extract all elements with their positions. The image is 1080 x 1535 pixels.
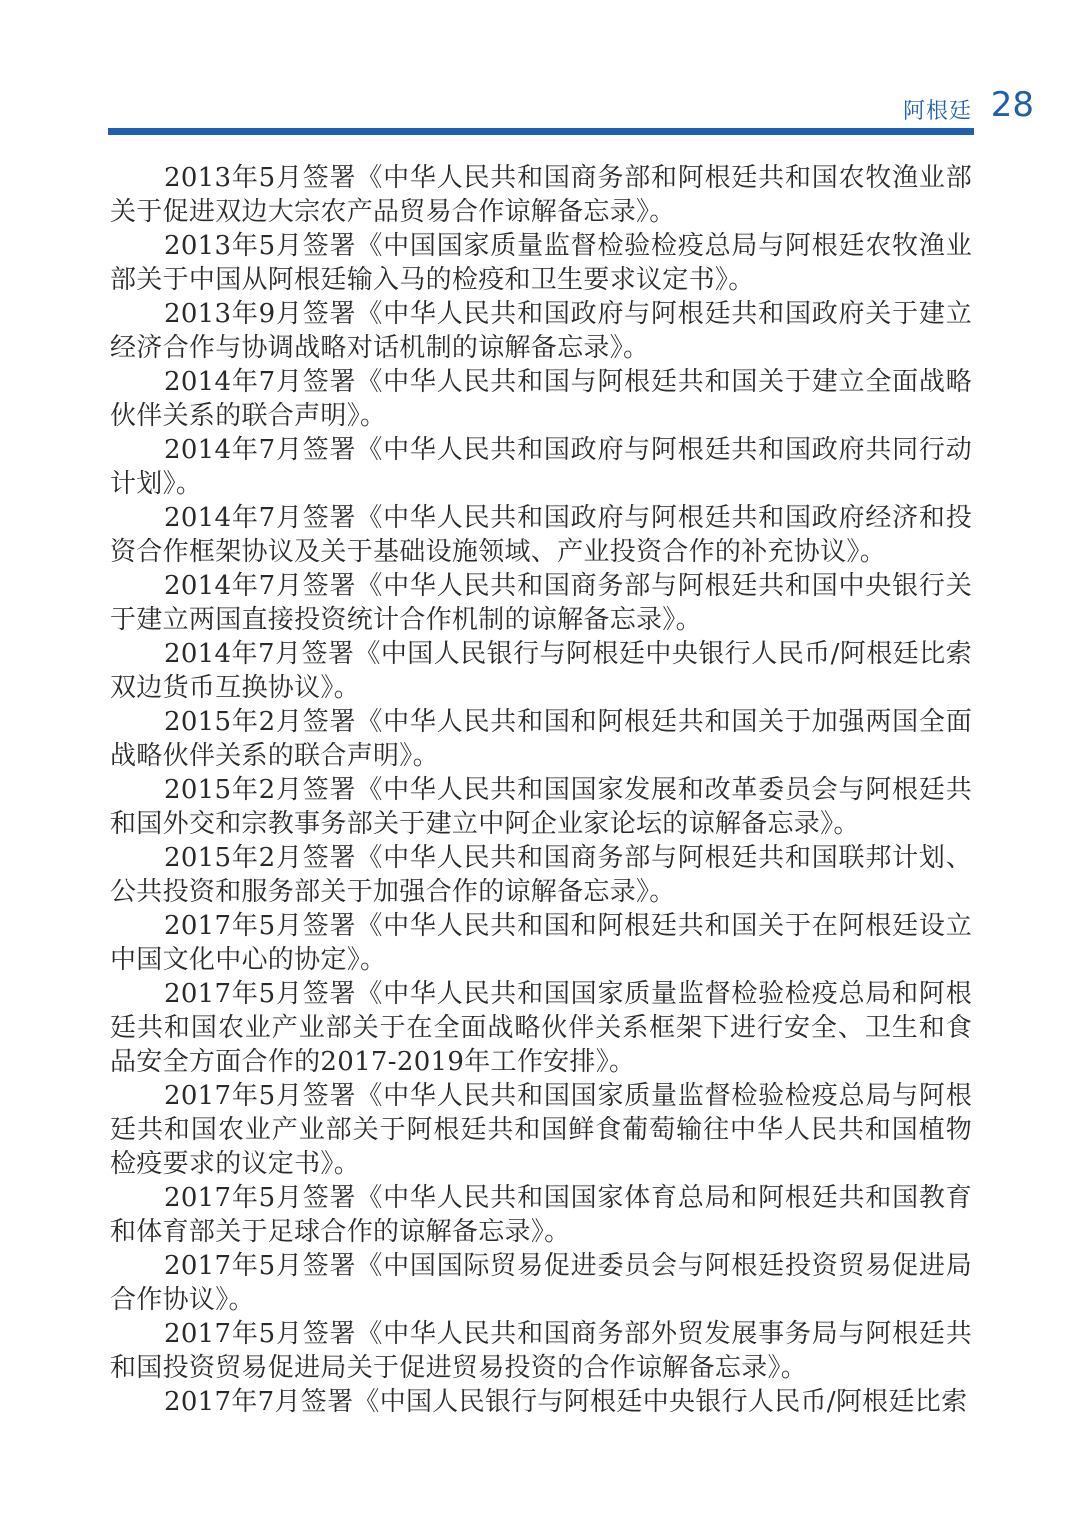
agreement-entry: 2017年5月签署《中华人民共和国国家质量监督检验检疫总局与阿根廷共和国农业产业部关于阿根廷共和国鲜食葡萄输往中华人民共和国植物检疫要求的议定书》。 <box>110 1081 972 1179</box>
running-head-country: 阿根廷 <box>902 99 972 124</box>
agreement-entry: 2017年5月签署《中华人民共和国商务部外贸发展事务局与阿根廷共和国投资贸易促进局关于促进贸易投资的合作谅解备忘录》。 <box>110 1319 972 1383</box>
agreement-entry: 2013年5月签署《中华人民共和国商务部和阿根廷共和国农牧渔业部关于促进双边大宗农产品贸易合作谅解备忘录》。 <box>110 163 972 227</box>
agreement-entry: 2014年7月签署《中华人民共和国政府与阿根廷共和国政府共同行动计划》。 <box>110 435 972 499</box>
agreement-entry: 2015年2月签署《中华人民共和国和阿根廷共和国关于加强两国全面战略伙伴关系的联合声明》。 <box>110 707 972 771</box>
agreement-entry: 2014年7月签署《中华人民共和国商务部与阿根廷共和国中央银行关于建立两国直接投资统计合作机制的谅解备忘录》。 <box>110 571 972 635</box>
agreement-entry: 2015年2月签署《中华人民共和国商务部与阿根廷共和国联邦计划、公共投资和服务部关于加强合作的谅解备忘录》。 <box>110 843 972 907</box>
agreement-entry: 2014年7月签署《中华人民共和国与阿根廷共和国关于建立全面战略伙伴关系的联合声明》。 <box>110 367 972 431</box>
agreement-entry: 2015年2月签署《中华人民共和国国家发展和改革委员会与阿根廷共和国外交和宗教事务部关于建立中阿企业家论坛的谅解备忘录》。 <box>110 775 972 839</box>
agreement-entry: 2014年7月签署《中国人民银行与阿根廷中央银行人民币/阿根廷比索双边货币互换协议》。 <box>110 639 972 703</box>
agreement-entry: 2014年7月签署《中华人民共和国政府与阿根廷共和国政府经济和投资合作框架协议及关于基础设施领域、产业投资合作的补充协议》。 <box>110 503 972 567</box>
agreement-entry: 2017年7月签署《中国人民银行与阿根廷中央银行人民币/阿根廷比索 <box>164 1387 968 1417</box>
agreement-entry: 2017年5月签署《中华人民共和国国家质量监督检验检疫总局和阿根廷共和国农业产业部关于在全面战略伙伴关系框架下进行安全、卫生和食品安全方面合作的2017-2019年工作安排》。 <box>110 979 972 1077</box>
agreement-entry: 2017年5月签署《中华人民共和国和阿根廷共和国关于在阿根廷设立中国文化中心的协定》。 <box>110 911 972 975</box>
agreement-entry: 2017年5月签署《中国国际贸易促进委员会与阿根廷投资贸易促进局合作协议》。 <box>110 1251 972 1315</box>
body-text <box>110 161 972 1419</box>
agreement-entry: 2017年5月签署《中华人民共和国国家体育总局和阿根廷共和国教育和体育部关于足球合作的谅解备忘录》。 <box>110 1183 972 1247</box>
agreement-entry: 2013年9月签署《中华人民共和国政府与阿根廷共和国政府关于建立经济合作与协调战略对话机制的谅解备忘录》。 <box>110 299 972 363</box>
header-rule <box>108 128 974 135</box>
agreement-entry: 2013年5月签署《中国国家质量监督检验检疫总局与阿根廷农牧渔业部关于中国从阿根廷输入马的检疫和卫生要求议定书》。 <box>110 231 972 295</box>
page-number: 28 <box>990 85 1034 125</box>
page-header <box>0 0 1080 140</box>
